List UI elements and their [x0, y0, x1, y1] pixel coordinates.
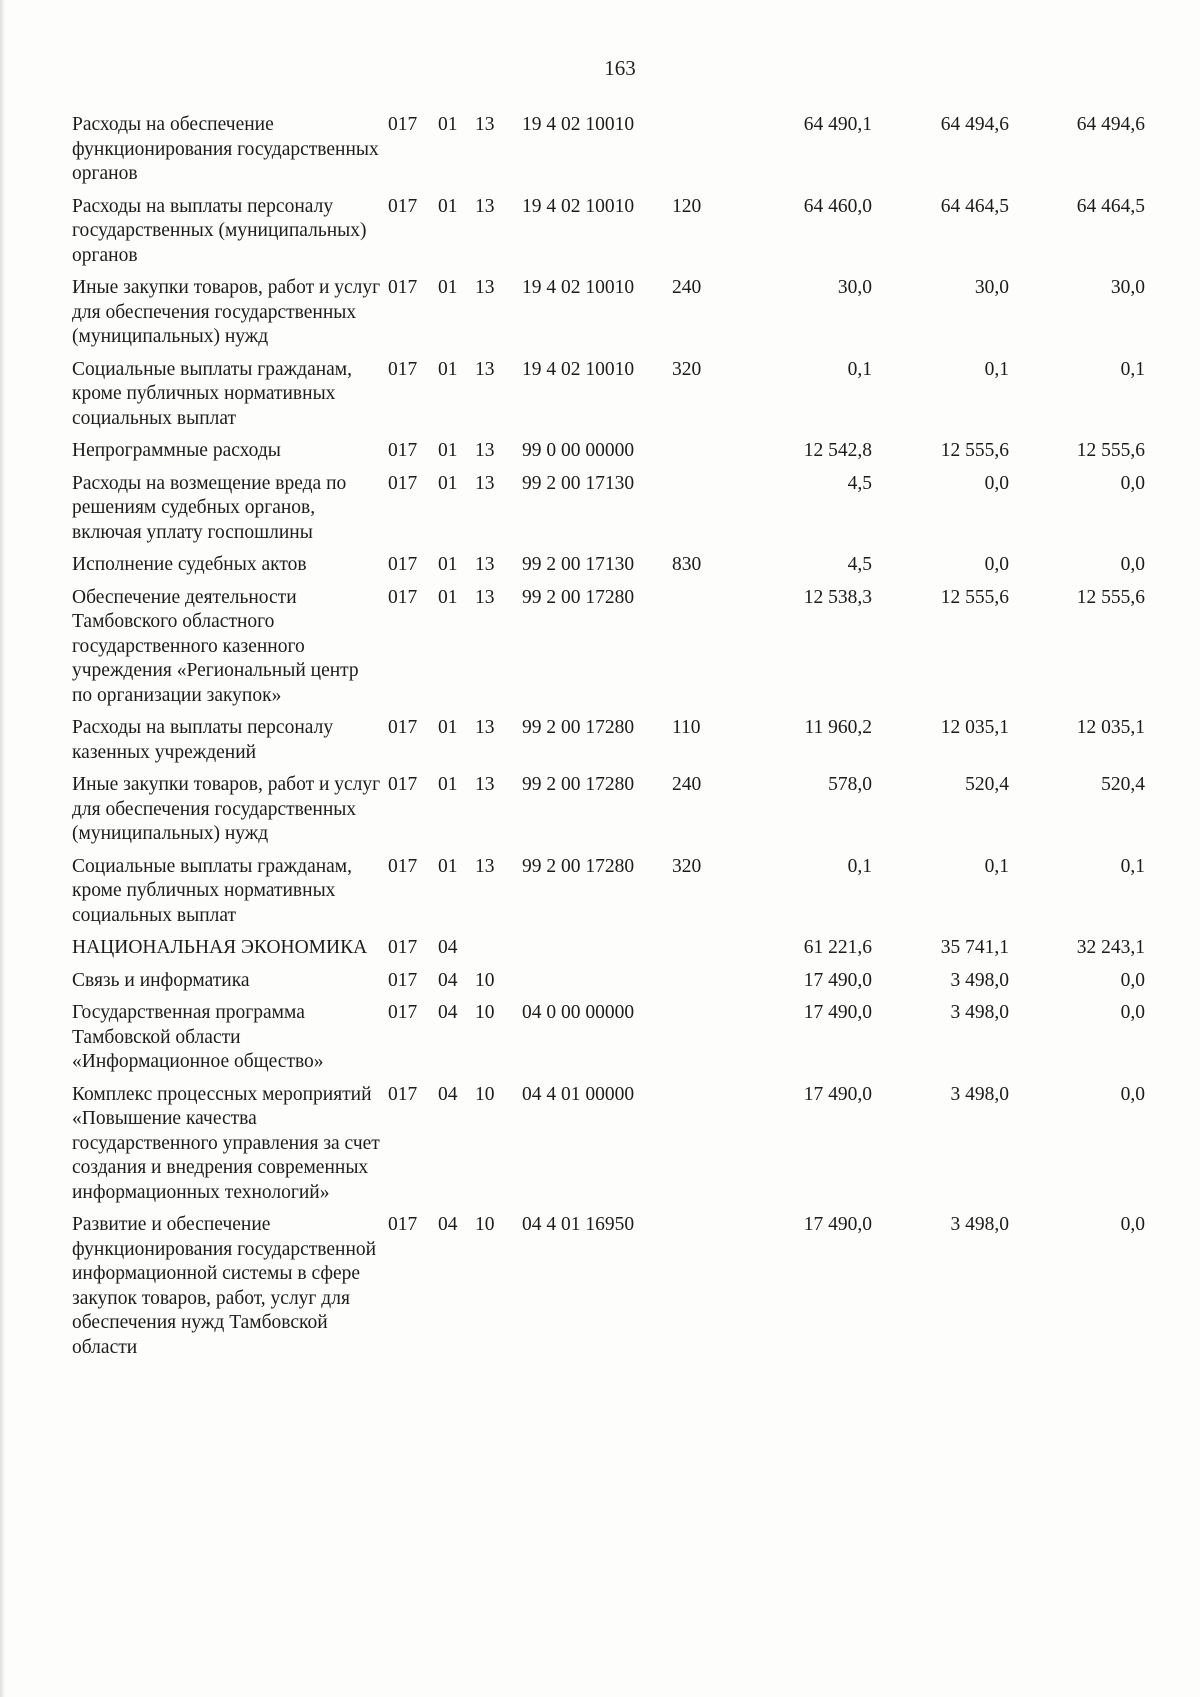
subsection-code-cell: 13	[475, 472, 495, 494]
grbs-code-cell: 017	[388, 1083, 418, 1105]
amount-year1-cell: 4,5	[847, 554, 872, 575]
row-name-cell: Исполнение судебных актов	[72, 554, 307, 575]
amount-year3-cell: 12 035,1	[1076, 717, 1145, 738]
amount-year1-cell: 11 960,2	[804, 717, 872, 738]
table-row	[72, 1213, 1145, 1368]
amount-year3-cell: 0,1	[1120, 358, 1145, 380]
expense-type-code-cell	[672, 1083, 727, 1214]
expense-type-code-cell	[672, 472, 727, 554]
subsection-code-cell: 13	[475, 774, 495, 795]
section-code-cell: 04	[438, 1214, 458, 1235]
section-code-cell: 01	[438, 472, 458, 494]
amount-year2-cell: 30,0	[974, 277, 1009, 298]
amount-year2-cell: 520,4	[965, 774, 1009, 795]
subsection-code-cell: 13	[475, 195, 495, 217]
subsection-code-cell: 13	[475, 440, 495, 461]
target-item-code-cell: 19 4 02 10010	[522, 195, 635, 217]
page-edge-shadow	[0, 0, 5, 1697]
grbs-code-cell: 017	[388, 855, 418, 877]
grbs-code-cell: 017	[388, 774, 418, 795]
grbs-code-cell: 017	[388, 472, 418, 494]
row-name-cell: НАЦИОНАЛЬНАЯ ЭКОНОМИКА	[72, 937, 368, 958]
amount-year1-cell: 64 490,1	[803, 114, 872, 135]
amount-year3-cell: 0,0	[1120, 969, 1145, 991]
target-item-code-cell: 99 2 00 17280	[522, 774, 635, 795]
section-code-cell: 04	[438, 1002, 458, 1023]
table-row	[72, 553, 1145, 586]
row-name-cell: Непрограммные расходы	[72, 440, 281, 461]
amount-year3-cell: 0,0	[1120, 1002, 1145, 1023]
grbs-code-cell: 017	[388, 277, 418, 298]
amount-year2-cell: 0,1	[984, 358, 1009, 380]
grbs-code-cell: 017	[388, 717, 418, 738]
amount-year1-cell: 0,1	[847, 855, 872, 877]
amount-year3-cell: 0,0	[1120, 1214, 1145, 1235]
amount-year1-cell: 17 490,0	[803, 1214, 872, 1235]
amount-year1-cell: 30,0	[837, 277, 872, 298]
section-code-cell: 01	[438, 440, 458, 461]
subsection-code-cell: 10	[475, 969, 495, 991]
subsection-code-cell: 10	[475, 1083, 495, 1105]
amount-year2-cell: 0,1	[984, 855, 1009, 877]
amount-year1-cell: 0,1	[847, 358, 872, 380]
table-row	[72, 439, 1145, 472]
section-code-cell: 04	[438, 1083, 458, 1105]
grbs-code-cell: 017	[388, 114, 418, 135]
expense-type-code-cell	[672, 1001, 727, 1083]
amount-year1-cell: 12 538,3	[803, 586, 872, 608]
budget-table	[72, 113, 1145, 1368]
grbs-code-cell: 017	[388, 358, 418, 380]
amount-year2-cell: 64 494,6	[940, 114, 1009, 135]
grbs-code-cell: 017	[388, 1002, 418, 1023]
table-row	[72, 586, 1145, 717]
table-row	[72, 969, 1145, 1002]
amount-year3-cell: 12 555,6	[1076, 586, 1145, 608]
grbs-code-cell: 017	[388, 937, 418, 958]
amount-year1-cell: 17 490,0	[803, 1002, 872, 1023]
section-code-cell: 04	[438, 969, 458, 991]
expense-type-code-cell	[672, 439, 727, 472]
section-code-cell: 01	[438, 717, 458, 738]
table-row	[72, 276, 1145, 358]
amount-year2-cell: 35 741,1	[940, 937, 1009, 958]
amount-year3-cell: 64 464,5	[1076, 195, 1145, 217]
row-name-cell: Расходы на выплаты персоналу казенных учреждений	[72, 717, 334, 763]
grbs-code-cell: 017	[388, 1214, 418, 1235]
subsection-code-cell: 13	[475, 358, 495, 380]
amount-year1-cell: 61 221,6	[803, 937, 872, 958]
expense-type-code-cell: 320	[672, 855, 702, 877]
row-name-cell: Государственная программа Тамбовской области «Информационное общество»	[72, 1002, 324, 1072]
target-item-code-cell: 04 4 01 16950	[522, 1214, 635, 1235]
section-code-cell: 01	[438, 586, 458, 608]
row-name-cell: Обеспечение деятельности Тамбовского областного государственного казенного учреждения «Региональный центр по организации закупок»	[72, 586, 359, 706]
table-row	[72, 195, 1145, 277]
target-item-code-cell: 99 2 00 17280	[522, 855, 635, 877]
subsection-code-cell: 13	[475, 554, 495, 575]
amount-year1-cell: 4,5	[847, 472, 872, 494]
target-item-code-cell: 99 2 00 17280	[522, 717, 635, 738]
subsection-code-cell: 13	[475, 717, 495, 738]
amount-year2-cell: 12 035,1	[940, 717, 1009, 738]
row-name-cell: Расходы на возмещение вреда по решениям судебных органов, включая уплату госпошлины	[72, 472, 347, 543]
amount-year1-cell: 17 490,0	[803, 1083, 872, 1105]
row-name-cell: Иные закупки товаров, работ и услуг для обеспечения государственных (муниципальных) нужд	[72, 774, 381, 844]
amount-year2-cell: 12 555,6	[940, 586, 1009, 608]
subsection-code-cell: 13	[475, 855, 495, 877]
subsection-code-cell: 13	[475, 114, 495, 135]
table-row	[72, 358, 1145, 440]
expense-type-code-cell: 320	[672, 358, 702, 380]
target-item-code-cell	[522, 969, 672, 1002]
amount-year2-cell: 12 555,6	[940, 440, 1009, 461]
expense-type-code-cell	[672, 586, 727, 717]
amount-year3-cell: 520,4	[1101, 774, 1145, 795]
amount-year1-cell: 64 460,0	[803, 195, 872, 217]
target-item-code-cell: 19 4 02 10010	[522, 114, 635, 135]
row-name-cell: Социальные выплаты гражданам, кроме публичных нормативных социальных выплат	[72, 358, 353, 429]
grbs-code-cell: 017	[388, 586, 418, 608]
target-item-code-cell: 19 4 02 10010	[522, 277, 635, 298]
section-code-cell: 01	[438, 855, 458, 877]
section-code-cell: 01	[438, 358, 458, 380]
grbs-code-cell: 017	[388, 554, 418, 575]
target-item-code-cell: 99 2 00 17130	[522, 472, 635, 494]
amount-year3-cell: 12 555,6	[1076, 440, 1145, 461]
amount-year1-cell: 578,0	[828, 774, 872, 795]
amount-year3-cell: 0,1	[1120, 855, 1145, 877]
expense-type-code-cell	[672, 113, 727, 195]
expense-type-code-cell	[672, 936, 727, 969]
row-name-cell: Расходы на обеспечение функционирования государственных органов	[72, 114, 379, 184]
amount-year3-cell: 0,0	[1120, 554, 1145, 575]
row-name-cell: Комплекс процессных мероприятий «Повышение качества государственного управления за счет создания и внедрения современных информационных технологий»	[72, 1083, 380, 1203]
section-code-cell: 01	[438, 195, 458, 217]
row-name-cell: Расходы на выплаты персоналу государственных (муниципальных) органов	[72, 195, 367, 266]
amount-year2-cell: 3 498,0	[950, 1002, 1009, 1023]
table-row	[72, 1083, 1145, 1214]
amount-year2-cell: 0,0	[984, 554, 1009, 575]
amount-year2-cell: 3 498,0	[950, 969, 1009, 991]
target-item-code-cell: 04 4 01 00000	[522, 1083, 635, 1105]
amount-year2-cell: 3 498,0	[950, 1083, 1009, 1105]
table-row	[72, 716, 1145, 773]
page-number: 163	[604, 56, 636, 80]
amount-year1-cell: 17 490,0	[803, 969, 872, 991]
grbs-code-cell: 017	[388, 969, 418, 991]
section-code-cell: 01	[438, 114, 458, 135]
amount-year2-cell: 0,0	[984, 472, 1009, 494]
amount-year3-cell: 30,0	[1110, 277, 1145, 298]
table-row	[72, 472, 1145, 554]
subsection-code-cell	[475, 936, 522, 969]
section-code-cell: 01	[438, 277, 458, 298]
subsection-code-cell: 13	[475, 277, 495, 298]
subsection-code-cell: 10	[475, 1002, 495, 1023]
table-row	[72, 1001, 1145, 1083]
amount-year3-cell: 32 243,1	[1076, 937, 1145, 958]
expense-type-code-cell	[672, 969, 727, 1002]
amount-year3-cell: 64 494,6	[1076, 114, 1145, 135]
section-code-cell: 04	[438, 937, 458, 958]
target-item-code-cell: 99 0 00 00000	[522, 440, 635, 461]
table-row	[72, 855, 1145, 937]
section-code-cell: 01	[438, 774, 458, 795]
target-item-code-cell: 99 2 00 17130	[522, 554, 635, 575]
section-code-cell: 01	[438, 554, 458, 575]
target-item-code-cell: 19 4 02 10010	[522, 358, 635, 380]
subsection-code-cell: 10	[475, 1214, 495, 1235]
table-body	[72, 113, 1145, 1368]
amount-year3-cell: 0,0	[1120, 472, 1145, 494]
table-row	[72, 113, 1145, 195]
expense-type-code-cell: 240	[672, 277, 702, 298]
amount-year2-cell: 64 464,5	[940, 195, 1009, 217]
expense-type-code-cell: 110	[672, 717, 701, 738]
row-name-cell: Социальные выплаты гражданам, кроме публичных нормативных социальных выплат	[72, 855, 353, 926]
expense-type-code-cell: 830	[672, 554, 702, 575]
row-name-cell: Связь и информатика	[72, 969, 250, 991]
expense-type-code-cell	[672, 1213, 727, 1368]
expense-type-code-cell: 240	[672, 774, 702, 795]
amount-year2-cell: 3 498,0	[950, 1214, 1009, 1235]
row-name-cell: Иные закупки товаров, работ и услуг для обеспечения государственных (муниципальных) нужд	[72, 277, 381, 347]
target-item-code-cell: 99 2 00 17280	[522, 586, 635, 608]
table-row	[72, 773, 1145, 855]
subsection-code-cell: 13	[475, 586, 495, 608]
target-item-code-cell	[522, 936, 672, 969]
grbs-code-cell: 017	[388, 440, 418, 461]
expense-type-code-cell: 120	[672, 195, 702, 217]
grbs-code-cell: 017	[388, 195, 418, 217]
amount-year1-cell: 12 542,8	[803, 440, 872, 461]
target-item-code-cell: 04 0 00 00000	[522, 1002, 635, 1023]
table-row	[72, 936, 1145, 969]
amount-year3-cell: 0,0	[1120, 1083, 1145, 1105]
row-name-cell: Развитие и обеспечение функционирования государственной информационной системы в сфере закупок товаров, работ, услуг для обеспечения нужд Тамбовской области	[72, 1214, 377, 1358]
